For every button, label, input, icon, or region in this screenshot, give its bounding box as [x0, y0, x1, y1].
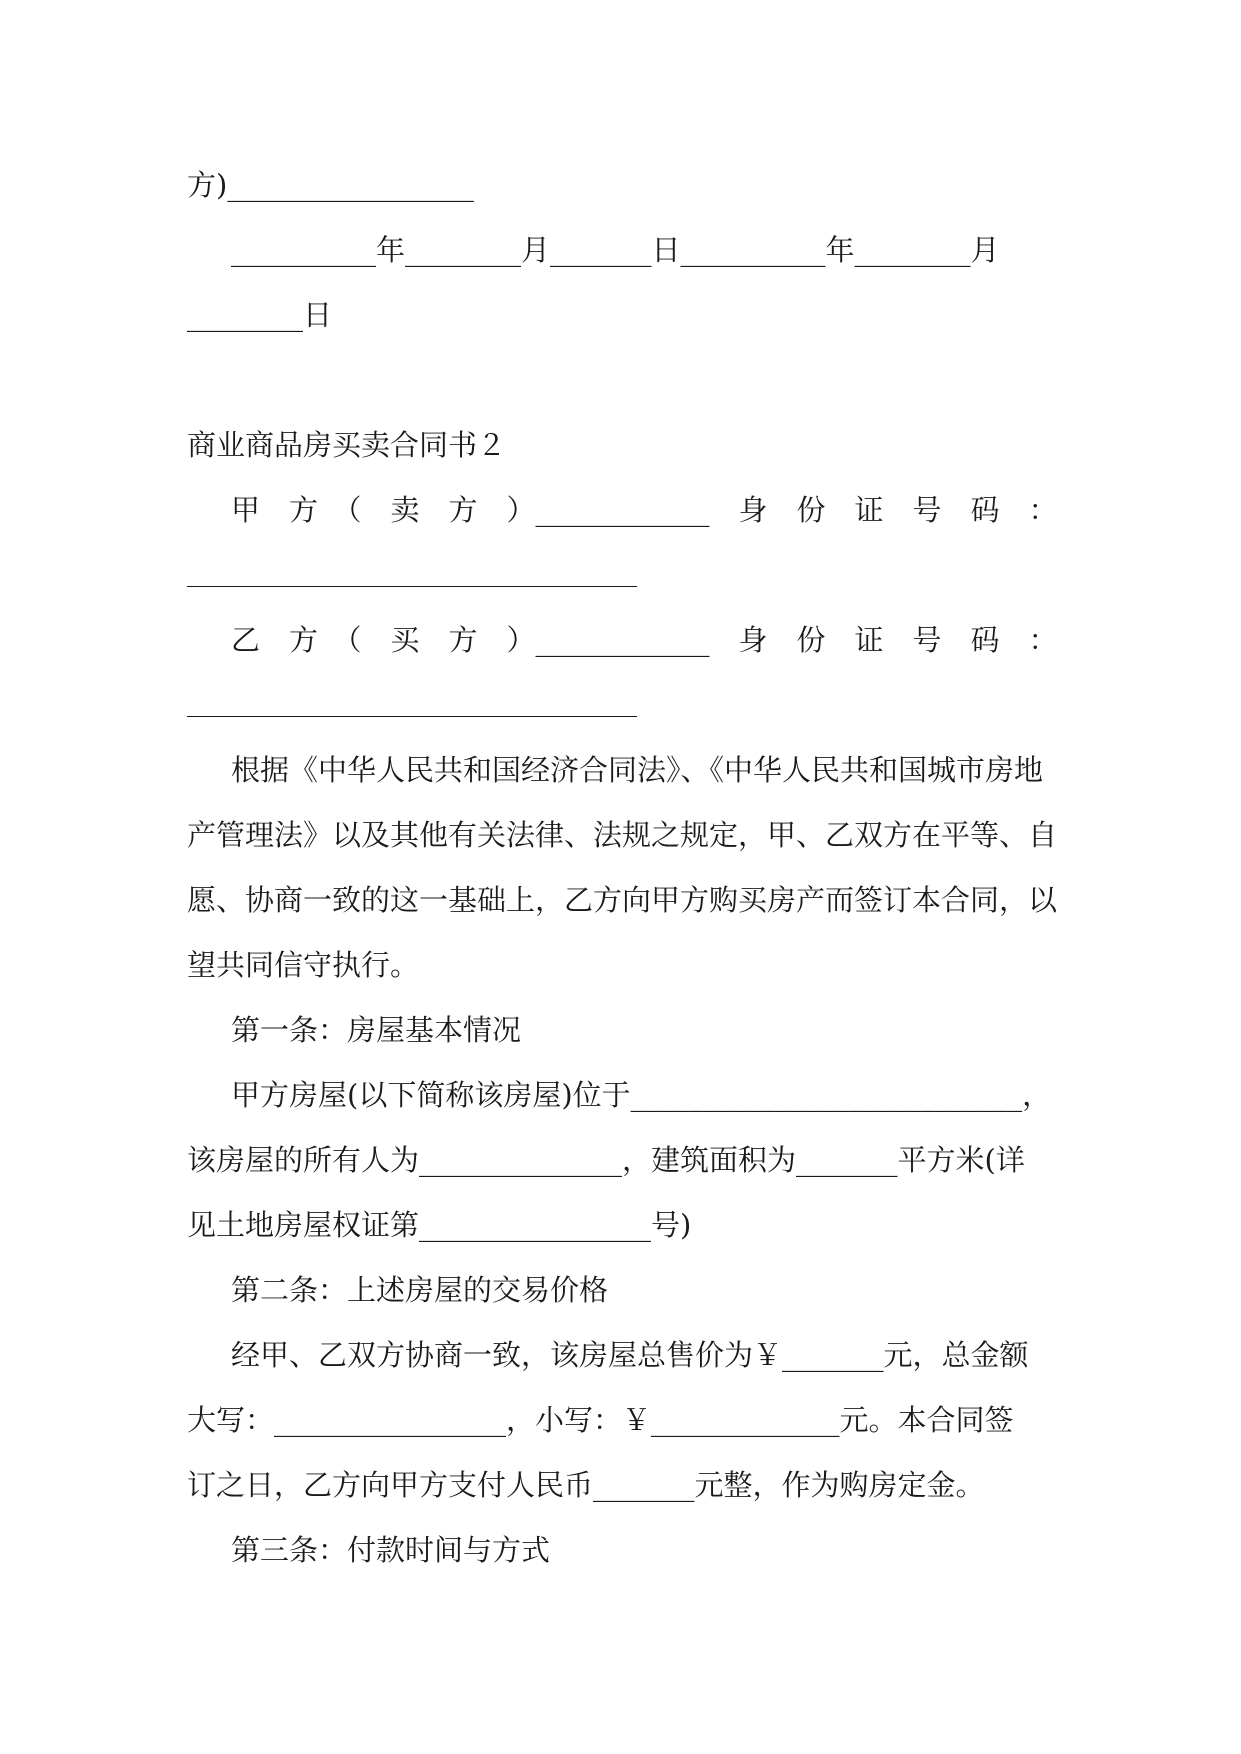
text-line: 该房屋的所有人为______________，建筑面积为_______平方米(详 [187, 1143, 1025, 1177]
blank-underline [187, 716, 637, 717]
article-heading: 第二条：上述房屋的交易价格 [231, 1273, 609, 1307]
text-line: 根据《中华人民共和国经济合同法》、《中华人民共和国城市房地 [231, 753, 1044, 787]
blank-underline [187, 586, 637, 587]
text-line: __________年________月_______日__________年________月 [231, 233, 1000, 267]
text-line: 经甲、乙双方协商一致，该房屋总售价为￥_______元，总金额 [231, 1338, 1029, 1372]
text-line: ________日 [187, 298, 333, 332]
article-heading: 第三条：付款时间与方式 [231, 1533, 551, 1567]
text-line: 甲方房屋(以下简称该房屋)位于___________________________， [231, 1078, 1052, 1112]
text-line: 见土地房屋权证第________________号) [187, 1208, 692, 1242]
text-line: 乙 方 （ 买 方 ）____________ 身 份 证 号 码 ： [231, 623, 1058, 657]
text-line: 方)_________________ [187, 168, 474, 202]
article-heading: 第一条：房屋基本情况 [231, 1013, 522, 1047]
text-line: 大写：________________，小写：￥_____________元。本合同签 [187, 1403, 1014, 1437]
text-line: 望共同信守执行。 [187, 948, 420, 982]
section-title: 商业商品房买卖合同书２ [187, 428, 507, 462]
text-line: 订之日，乙方向甲方支付人民币_______元整，作为购房定金。 [187, 1468, 985, 1502]
text-line: 甲 方 （ 卖 方 ）____________ 身 份 证 号 码 ： [231, 493, 1058, 527]
text-line: 愿、协商一致的这一基础上，乙方向甲方购买房产而签订本合同，以 [187, 883, 1058, 917]
text-line: 产管理法》以及其他有关法律、法规之规定，甲、乙双方在平等、自 [187, 818, 1058, 852]
